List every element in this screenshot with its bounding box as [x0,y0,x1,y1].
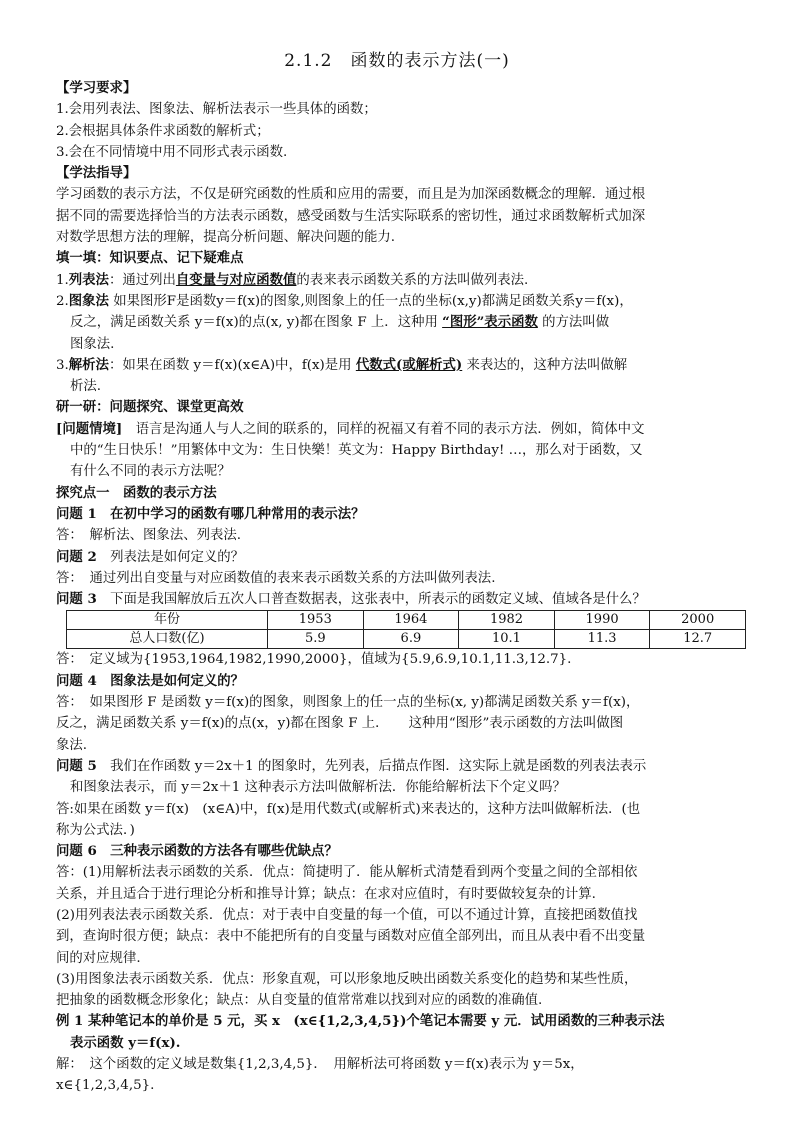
fill-answer: “图形”表示函数 [442,314,538,331]
answer-3: 答： 定义域为{1953,1964,1982,1990,2000}，值域为{5.9,6.9,10.1,11.3,12.7}. [56,652,572,668]
question-6: 问题 6 三种表示函数的方法各有哪些优缺点？ [56,843,338,860]
table-cell: 1964 [363,611,459,630]
answer-6-line: 间的对应规律. [56,950,141,966]
fill-item-graph-method-line3: 图象法. [70,336,115,352]
table-cell: 6.9 [363,630,459,649]
fill-answer: 自变量与对应函数值 [175,271,297,288]
example-1: 例 1 某种笔记本的单价是 5 元，买 x (x∈{1,2,3,4,5})个笔记本需要 y 元．试用函数的三种表示法 [56,1013,665,1030]
answer-4-line3: 象法. [56,737,88,753]
explore-heading: 探究点一 函数的表示方法 [56,485,217,501]
fill-item-graph-method: 2.图象法 如果图形F是函数y＝f(x)的图象,则图象上的任一点的坐标(x,y)都满足函数关系y＝f(x)， [56,292,633,309]
problem-scenario: [问题情境] 语言是沟通人与人之间的联系的，同样的祝福又有着不同的表示方法．例如，简体中文 [56,420,645,437]
table-cell: 1953 [268,611,364,630]
answer-5-line1: 答:如果在函数 y＝f(x) (x∈A)中，f(x)是用代数式(或解析式)来表达的，这种方法叫做解析法．(也 [56,801,641,817]
example-1-line2: 表示函数 y＝f(x). [70,1034,181,1051]
table-row [67,611,746,630]
question-5-line2: 和图象法表示，而 y＝2x＋1 这种表示方法叫做解析法．你能给解析法下个定义吗？ [70,780,566,796]
fill-answer: 代数式(或解析式) [355,356,463,373]
page-title: 2.1.2 函数的表示方法(一) [284,51,510,71]
guide-paragraph-line: 据不同的需要选择恰当的方法表示函数，感受函数与生活实际联系的密切性，通过求函数解析式加深 [56,208,646,224]
table-header-population: 总人口数(亿) [67,630,268,649]
item-number: 3. [56,357,69,373]
answer-2: 答： 通过列出自变量与对应函数值的表来表示函数关系的方法叫做列表法. [56,570,496,586]
answer-6-line: (3)用图象法表示函数关系．优点：形象直观，可以形象地反映出函数关系变化的趋势和某些性质， [56,971,638,987]
section-heading-study: 研一研：问题探究、课堂更高效 [56,400,244,416]
problem-scenario-line3: 有什么不同的表示方法呢？ [70,464,231,480]
section-heading-requirements: 【学习要求】 [56,80,137,96]
answer-4-line1: 答： 如果图形 F 是函数 y＝f(x)的图象，则图象上的任一点的坐标(x, y)都满足函数关系 y＝f(x)， [56,695,640,711]
answer-6-line: 到，查询时很方便；缺点：表中不能把所有的自变量与函数对应值全部列出，而且从表中看不出变量 [56,929,646,945]
answer-6-line: 把抽象的函数概念形象化；缺点：从自变量的值常常难以找到对应的函数的准确值. [56,993,543,1009]
fill-item-analytic-method-line2: 析法. [70,379,102,395]
question-1: 问题 1 在初中学习的函数有哪几种常用的表示法？ [56,505,365,522]
table-cell: 2000 [650,611,746,630]
question-2: 问题 2 列表法是如何定义的？ [56,548,245,565]
question-label: 问题 5 [56,757,97,774]
table-header-year: 年份 [67,611,268,630]
item-number: 2. [56,293,69,309]
solution-1-line2: x∈{1,2,3,4,5}. [56,1078,155,1094]
question-label: 问题 3 [56,591,97,608]
question-5: 问题 5 我们在作函数 y＝2x＋1 的图象时，先列表，后描点作图．这实际上就是函数的列表法表示 [56,757,647,774]
term-label: 列表法 [68,271,109,288]
section-heading-guide: 【学法指导】 [56,165,137,182]
document-body [56,78,760,1097]
answer-5-line2: 称为公式法．) [56,822,135,838]
table-cell: 1990 [554,611,650,630]
answer-6-line: 答：(1)用解析法表示函数的关系．优点：简捷明了．能从解析式清楚看到两个变量之间的全部相依 [56,865,638,881]
item-number: 1. [56,272,69,288]
requirement-item: 1.会用列表法、图象法、解析法表示一些具体的函数； [56,102,377,118]
table-cell: 1982 [459,611,555,630]
question-label: 问题 4 [56,672,97,689]
question-label: 问题 6 [56,843,97,860]
fill-item-list-method: 1.列表法：通过列出自变量与对应函数值的表来表示函数关系的方法叫做列表法. [56,271,529,288]
problem-scenario-line2: 中的“生日快乐！”用繁体中文为：生日快樂！英文为：Happy Birthday! …，那么对于函数，又 [70,443,643,459]
question-label: 问题 1 [56,505,97,522]
table-cell: 10.1 [459,630,555,649]
answer-6-line: 关系，并且适合于进行理论分析和推导计算；缺点：在求对应值时，有时要做较复杂的计算. [56,886,596,902]
answer-1: 答： 解析法、图象法、列表法. [56,528,242,544]
question-4: 问题 4 图象法是如何定义的？ [56,672,245,689]
term-label: 解析法 [68,356,109,373]
table-cell: 11.3 [554,630,650,649]
guide-paragraph-line: 对数学思想方法的理解，提高分析问题、解决问题的能力. [56,230,396,246]
table-cell: 5.9 [268,630,364,649]
requirement-item: 2.会根据具体条件求函数的解析式； [56,123,270,139]
table-cell: 12.7 [650,630,746,649]
census-table [66,610,746,649]
scenario-tag: [问题情境] [56,420,123,437]
requirement-item: 3.会在不同情境中用不同形式表示函数. [56,144,288,160]
section-heading-fill: 填一填：知识要点、记下疑难点 [56,251,244,267]
guide-paragraph-line: 学习函数的表示方法，不仅是研究函数的性质和应用的需要，而且是为加深函数概念的理解．通过根 [56,187,646,203]
fill-item-analytic-method: 3.解析法：如果在函数 y＝f(x)(x∈A)中，f(x)是用 代数式(或解析式) 来表达的，这种方法叫做解 [56,356,628,373]
term-label: 图象法 [68,292,109,309]
answer-4-line2: 反之，满足函数关系 y＝f(x)的点(x，y)都在图象 F 上． 这种用“图形”表示函数的方法叫做图 [56,716,624,732]
question-label: 问题 2 [56,548,97,565]
table-row [67,630,746,649]
answer-6-line: (2)用列表法表示函数关系．优点：对于表中自变量的每一个值，可以不通过计算，直接把函数值找 [56,907,638,923]
solution-1-line1: 解： 这个函数的定义域是数集{1,2,3,4,5}． 用解析法可将函数 y＝f(x)表示为 y＝5x， [56,1057,584,1073]
question-3: 问题 3 下面是我国解放后五次人口普查数据表，这张表中，所表示的函数定义域、值域各是什么？ [56,591,646,608]
fill-item-graph-method-line2: 反之，满足函数关系 y＝f(x)的点(x, y)都在图象 F 上．这种用 “图形”表示函数 的方法叫做 [70,314,610,331]
